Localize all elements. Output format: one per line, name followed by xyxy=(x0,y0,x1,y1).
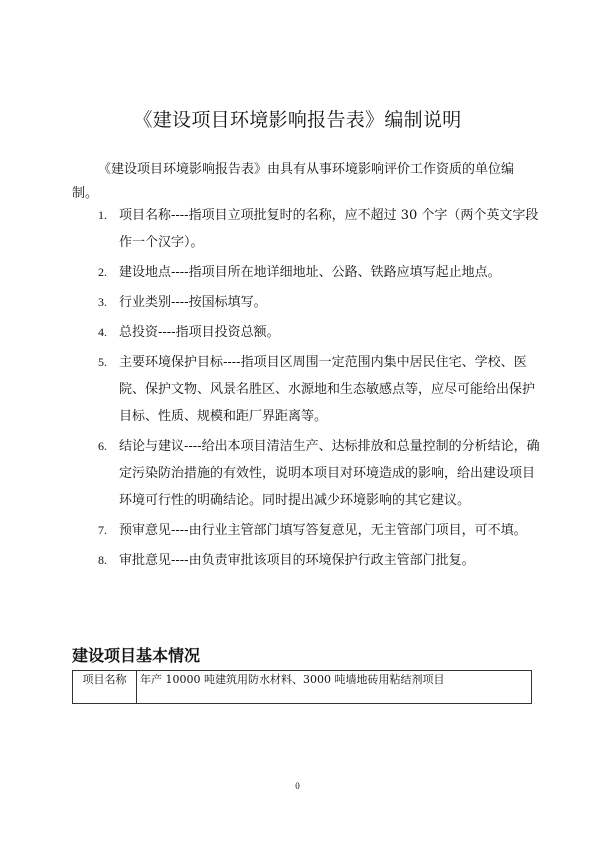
list-item-number: 8. xyxy=(98,553,107,567)
list-item xyxy=(96,202,542,256)
list-item-text: 主要环境保护目标----指项目区周围一定范围内集中居民住宅、学校、医院、保护文物、风景名胜区、水源地和生态敏感点等，应尽可能给出保护目标、性质、规模和距厂界距离等。 xyxy=(119,355,536,424)
intro-paragraph: 《建设项目环境影响报告表》由具有从事环境影响评价工作资质的单位编制。 xyxy=(72,162,515,201)
list-item xyxy=(96,517,542,544)
list-item-text: 项目名称----指项目立项批复时的名称，应不超过 30 个字（两个英文字段作一个汉字）。 xyxy=(119,208,539,250)
list-item-text: 结论与建议----给出本项目清洁生产、达标排放和总量控制的分析结论，确定污染防治措施的有效性，说明本项目对环境造成的影响，给出建设项目环境可行性的明确结论。同时提出减少环境影响的其它建议。 xyxy=(119,439,540,508)
table-cell-value: 年产 10000 吨建筑用防水材料、3000 吨墙地砖用粘结剂项目 xyxy=(137,671,532,704)
list-item xyxy=(96,349,542,430)
list-item-number: 3. xyxy=(98,295,107,309)
list-item-number: 6. xyxy=(98,439,107,453)
list-item xyxy=(96,433,542,514)
list-item-number: 7. xyxy=(98,523,107,537)
list-item-text: 审批意见----由负责审批该项目的环境保护行政主管部门批复。 xyxy=(119,553,475,568)
list-item xyxy=(96,289,542,316)
instruction-list xyxy=(96,202,542,577)
list-item-text: 总投资----指项目投资总额。 xyxy=(119,325,280,340)
list-item xyxy=(96,319,542,346)
list-item-number: 5. xyxy=(98,355,107,369)
document-title: 《建设项目环境影响报告表》编制说明 xyxy=(133,109,462,131)
list-item-number: 4. xyxy=(98,325,107,339)
list-item-text: 建设地点----指项目所在地详细地址、公路、铁路应填写起止地点。 xyxy=(119,265,501,280)
page-number: 0 xyxy=(295,781,300,791)
list-item-text: 预审意见----由行业主管部门填写答复意见，无主管部门项目，可不填。 xyxy=(119,523,527,538)
list-item-text: 行业类别----按国标填写。 xyxy=(119,295,267,310)
list-item-number: 1. xyxy=(98,208,107,222)
basic-info-table xyxy=(72,670,532,704)
table-row xyxy=(73,671,532,704)
list-item xyxy=(96,259,542,286)
list-item xyxy=(96,547,542,574)
table-cell-label: 项目名称 xyxy=(73,671,137,704)
list-item-number: 2. xyxy=(98,265,107,279)
section-heading: 建设项目基本情况 xyxy=(72,646,201,665)
